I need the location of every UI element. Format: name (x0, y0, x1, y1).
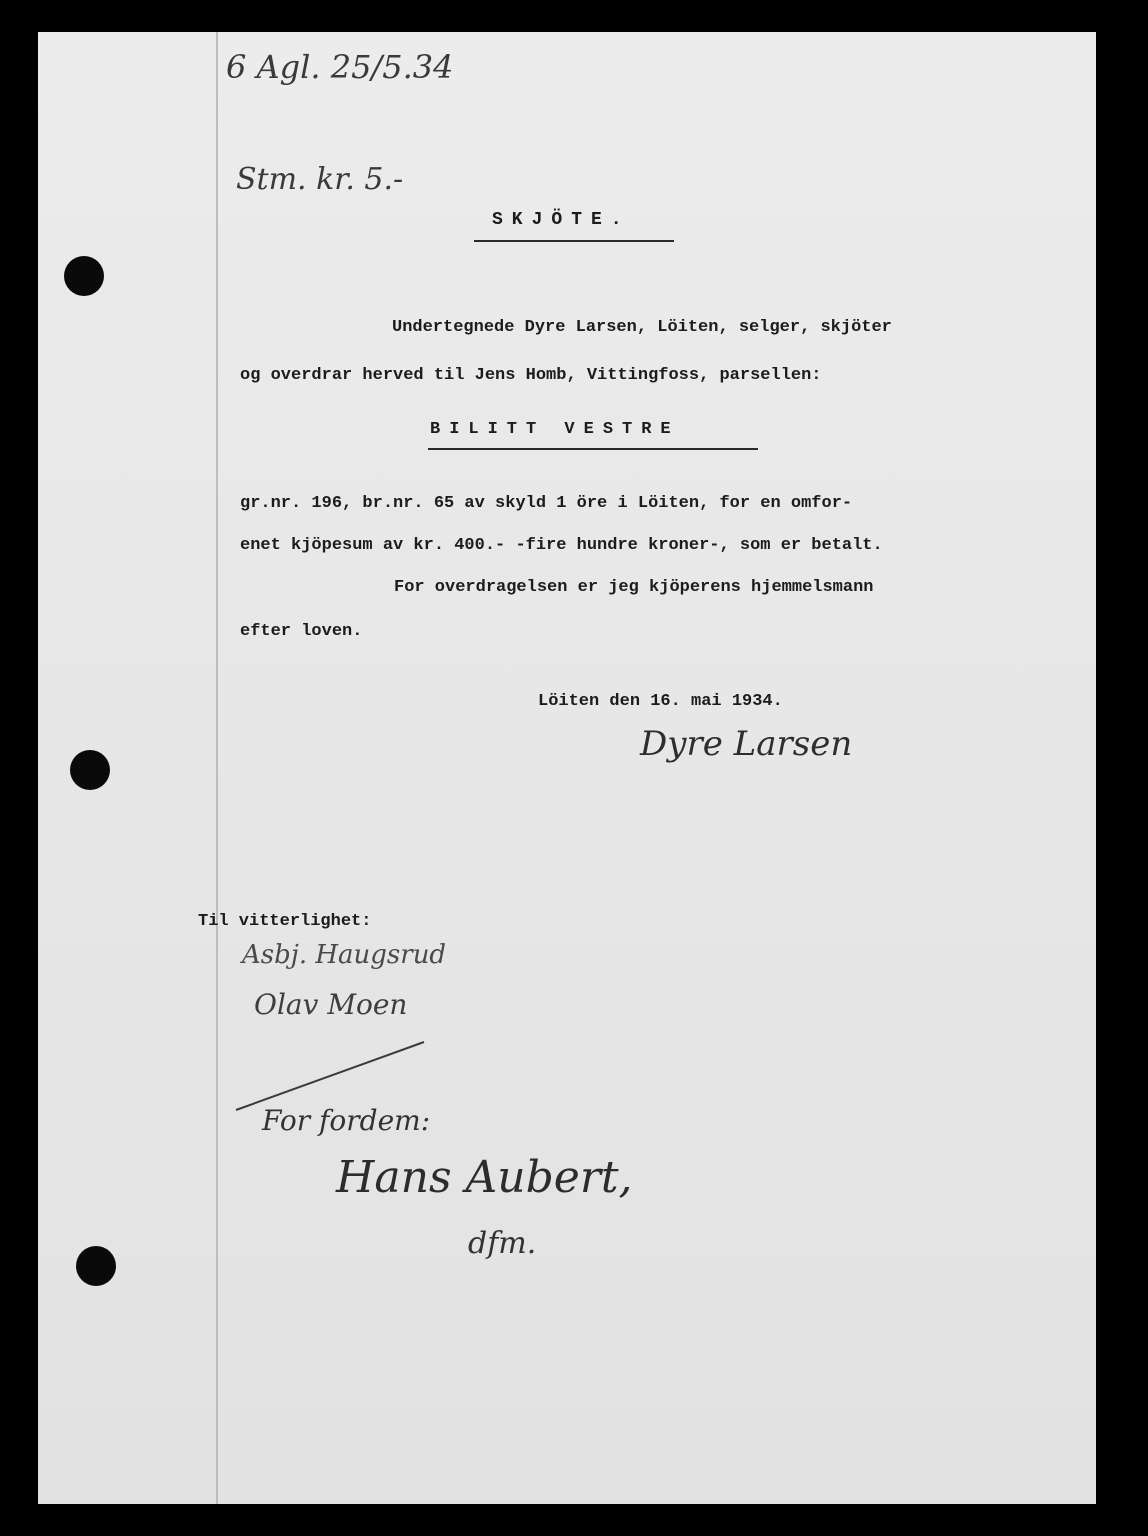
punch-hole-bottom (76, 1246, 116, 1286)
witness-signature-2: Olav Moen (254, 988, 408, 1021)
stamp-duty-note: Stm. kr. 5.- (236, 162, 404, 197)
body-line: gr.nr. 196, br.nr. 65 av skyld 1 öre i Löiten, for en omfor- (240, 494, 853, 513)
margin-rule (216, 32, 218, 1504)
body-line: Undertegnede Dyre Larsen, Löiten, selger, skjöter (392, 318, 892, 337)
pen-stroke-line (236, 1042, 424, 1110)
endorsement-prefix: For fordem: (262, 1104, 431, 1137)
document-title: SKJÖTE. (492, 210, 631, 230)
witness-signature-1: Asbj. Haugsrud (242, 940, 447, 970)
official-title: dfm. (468, 1226, 537, 1261)
body-line: For overdragelsen er jeg kjöperens hjemmelsmann (394, 578, 874, 597)
property-underline (428, 448, 758, 450)
punch-hole-top (64, 256, 104, 296)
document-page (38, 32, 1096, 1504)
body-line: og overdrar herved til Jens Homb, Vittingfoss, parsellen: (240, 366, 822, 385)
title-underline (474, 240, 674, 242)
place-date: Löiten den 16. mai 1934. (538, 692, 783, 711)
punch-hole-middle (70, 750, 110, 790)
witness-label: Til vitterlighet: (198, 912, 372, 931)
official-signature: Hans Aubert, (336, 1152, 633, 1203)
registration-note: 6 Agl. 25/5.34 (226, 48, 454, 86)
property-name: BILITT VESTRE (430, 420, 680, 439)
body-line: efter loven. (240, 622, 363, 641)
seller-signature: Dyre Larsen (640, 724, 853, 764)
body-line: enet kjöpesum av kr. 400.- -fire hundre kroner-, som er betalt. (240, 536, 883, 555)
